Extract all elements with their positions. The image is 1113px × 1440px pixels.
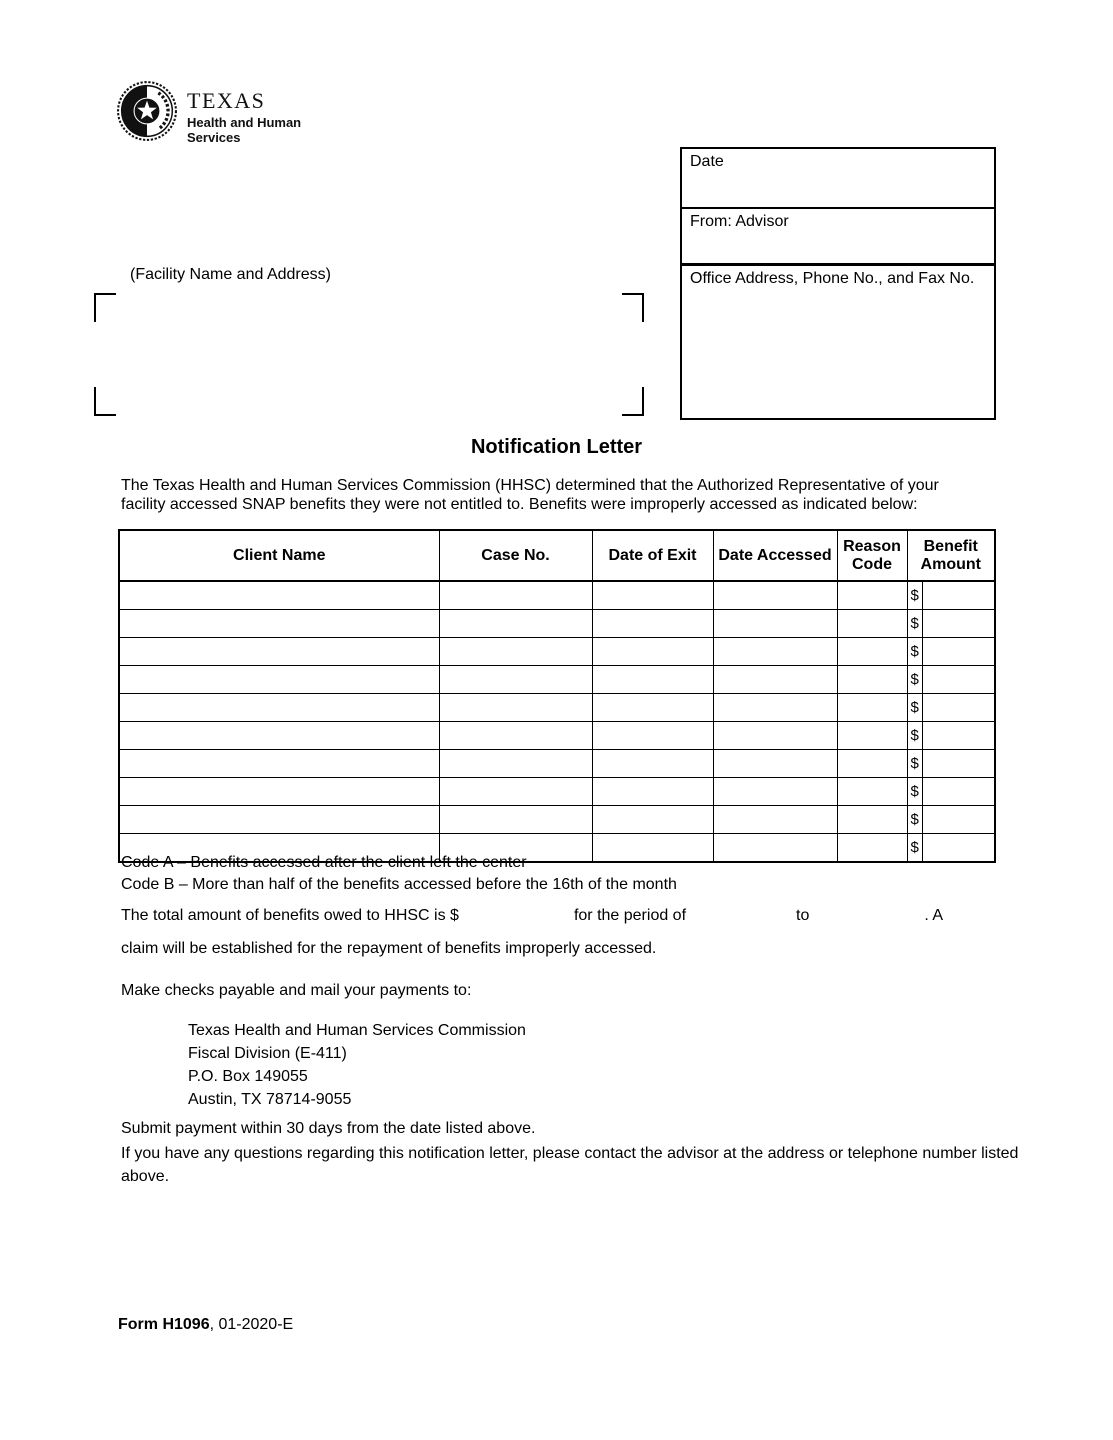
payment-address-line: Fiscal Division (E-411) [188, 1045, 347, 1062]
table-cell[interactable] [837, 666, 907, 694]
dollar-sign: $ [908, 582, 923, 609]
table-cell[interactable] [439, 806, 592, 834]
table-row [119, 581, 995, 610]
form-footer [118, 1316, 293, 1334]
table-cell[interactable] [592, 722, 713, 750]
amount-value-field[interactable] [923, 778, 995, 805]
table-cell[interactable] [119, 581, 439, 610]
total-amount-field[interactable] [459, 903, 574, 920]
claims-table-body [119, 581, 995, 862]
table-cell[interactable] [439, 610, 592, 638]
table-cell[interactable] [592, 778, 713, 806]
table-row [119, 666, 995, 694]
table-row [119, 750, 995, 778]
table-cell[interactable] [837, 834, 907, 863]
dollar-sign: $ [908, 750, 923, 777]
table-cell[interactable] [439, 666, 592, 694]
amount-value-field[interactable] [923, 638, 995, 665]
amount-value-field[interactable] [923, 834, 995, 861]
table-cell[interactable] [439, 694, 592, 722]
benefit-amount-cell[interactable] [907, 834, 995, 863]
period-end-field[interactable] [809, 903, 924, 920]
date-field[interactable] [682, 149, 994, 209]
payment-address-line: Texas Health and Human Services Commission [188, 1022, 526, 1039]
total-owed-line [121, 903, 943, 925]
table-cell[interactable] [592, 581, 713, 610]
amount-value-field[interactable] [923, 806, 995, 833]
from-advisor-label: From: Advisor [690, 213, 789, 230]
table-row [119, 722, 995, 750]
payment-address-line: P.O. Box 149055 [188, 1068, 308, 1085]
benefit-amount-cell[interactable] [907, 806, 995, 834]
benefit-amount-cell[interactable] [907, 581, 995, 610]
form-revision: , 01-2020-E [209, 1316, 294, 1333]
logo-texas-text: TEXAS [187, 88, 266, 113]
table-cell[interactable] [592, 806, 713, 834]
table-cell[interactable] [592, 694, 713, 722]
office-address-label: Office Address, Phone No., and Fax No. [690, 270, 975, 287]
table-cell[interactable] [439, 581, 592, 610]
table-cell[interactable] [837, 778, 907, 806]
table-cell[interactable] [713, 638, 837, 666]
table-cell[interactable] [713, 834, 837, 863]
sentence-end-text: . A [924, 907, 944, 924]
amount-value-field[interactable] [923, 694, 995, 721]
table-cell[interactable] [837, 638, 907, 666]
table-row [119, 610, 995, 638]
amount-value-field[interactable] [923, 750, 995, 777]
address-window-bracket-top-left [94, 293, 116, 322]
code-a-legend: Code A – Benefits accessed after the client left the center [121, 854, 527, 871]
from-advisor-field[interactable] [682, 209, 994, 266]
table-cell[interactable] [119, 806, 439, 834]
table-cell[interactable] [713, 610, 837, 638]
payment-address-block [188, 1019, 526, 1111]
dollar-sign: $ [908, 778, 923, 805]
table-cell[interactable] [713, 694, 837, 722]
benefit-amount-cell[interactable] [907, 610, 995, 638]
col-header-client-name: Client Name [119, 530, 439, 581]
questions-paragraph: If you have any questions regarding this notification letter, please contact the advisor at the address or telephone number listed above. [121, 1145, 1019, 1185]
claim-established-line: claim will be established for the repayment of benefits improperly accessed. [121, 940, 657, 957]
table-row [119, 806, 995, 834]
table-cell[interactable] [119, 638, 439, 666]
table-cell[interactable] [592, 834, 713, 863]
table-row [119, 778, 995, 806]
period-start-field[interactable] [686, 903, 796, 920]
benefit-amount-cell[interactable] [907, 638, 995, 666]
dollar-sign: $ [908, 694, 923, 721]
intro-paragraph: The Texas Health and Human Services Commission (HHSC) determined that the Authorized Representative of your facility accessed SNAP benefits they were not entitled to. Benefits were improperly accessed as indicated below: [121, 477, 939, 513]
texas-hhs-seal-icon [116, 80, 178, 147]
table-cell[interactable] [837, 694, 907, 722]
total-owed-text: The total amount of benefits owed to HHSC is $ [121, 907, 459, 924]
table-cell[interactable] [837, 581, 907, 610]
benefit-amount-cell[interactable] [907, 694, 995, 722]
page-title: Notification Letter [470, 436, 643, 458]
logo-wordmark [187, 80, 301, 145]
table-cell[interactable] [439, 722, 592, 750]
col-header-date-of-exit: Date of Exit [592, 530, 713, 581]
dollar-sign: $ [908, 806, 923, 833]
benefit-amount-cell[interactable] [907, 666, 995, 694]
address-window-bracket-bottom-right [622, 387, 644, 416]
table-cell[interactable] [439, 778, 592, 806]
header-info-box [680, 147, 996, 420]
address-window-bracket-bottom-left [94, 387, 116, 416]
texas-hhs-logo [116, 80, 301, 147]
col-header-reason-code: Reason Code [837, 530, 907, 581]
to-text: to [796, 907, 810, 924]
table-cell[interactable] [119, 778, 439, 806]
table-row [119, 638, 995, 666]
table-cell[interactable] [119, 694, 439, 722]
benefit-amount-cell[interactable] [907, 722, 995, 750]
table-cell[interactable] [713, 778, 837, 806]
table-cell[interactable] [713, 750, 837, 778]
dollar-sign: $ [908, 638, 923, 665]
table-cell[interactable] [713, 666, 837, 694]
table-cell[interactable] [713, 581, 837, 610]
facility-name-label: (Facility Name and Address) [130, 266, 331, 283]
benefit-amount-cell[interactable] [907, 750, 995, 778]
table-cell[interactable] [713, 722, 837, 750]
date-label: Date [690, 153, 724, 170]
dollar-sign: $ [908, 610, 923, 637]
dollar-sign: $ [908, 834, 923, 861]
table-cell[interactable] [439, 638, 592, 666]
amount-value-field[interactable] [923, 610, 995, 637]
col-header-date-accessed: Date Accessed [713, 530, 837, 581]
table-row [119, 694, 995, 722]
period-of-text: for the period of [573, 907, 687, 924]
col-header-benefit-amount: Benefit Amount [907, 530, 995, 581]
table-cell[interactable] [592, 750, 713, 778]
amount-value-field[interactable] [923, 666, 995, 693]
table-cell[interactable] [592, 666, 713, 694]
dollar-sign: $ [908, 722, 923, 749]
benefit-amount-cell[interactable] [907, 778, 995, 806]
table-cell[interactable] [592, 610, 713, 638]
table-cell[interactable] [837, 750, 907, 778]
table-cell[interactable] [119, 750, 439, 778]
amount-value-field[interactable] [923, 582, 995, 609]
table-cell[interactable] [837, 722, 907, 750]
facility-address-field[interactable] [116, 295, 622, 414]
form-number: Form H1096 [118, 1316, 210, 1333]
table-cell[interactable] [837, 610, 907, 638]
submit-deadline-text: Submit payment within 30 days from the date listed above. [121, 1120, 536, 1137]
dollar-sign: $ [908, 666, 923, 693]
table-cell[interactable] [439, 750, 592, 778]
office-address-field[interactable] [682, 266, 994, 418]
table-cell[interactable] [837, 806, 907, 834]
claims-table [118, 529, 996, 863]
code-b-legend: Code B – More than half of the benefits accessed before the 16th of the month [121, 876, 677, 893]
table-cell[interactable] [713, 806, 837, 834]
payment-address-line: Austin, TX 78714-9055 [188, 1091, 352, 1108]
address-window-bracket-top-right [622, 293, 644, 322]
table-header-row [119, 530, 995, 581]
table-cell[interactable] [592, 638, 713, 666]
make-checks-instruction: Make checks payable and mail your payments to: [121, 982, 472, 999]
table-cell[interactable] [119, 722, 439, 750]
col-header-case-no: Case No. [439, 530, 592, 581]
table-cell[interactable] [119, 666, 439, 694]
amount-value-field[interactable] [923, 722, 995, 749]
table-cell[interactable] [119, 610, 439, 638]
logo-hhs-text: Health and Human Services [187, 115, 302, 145]
